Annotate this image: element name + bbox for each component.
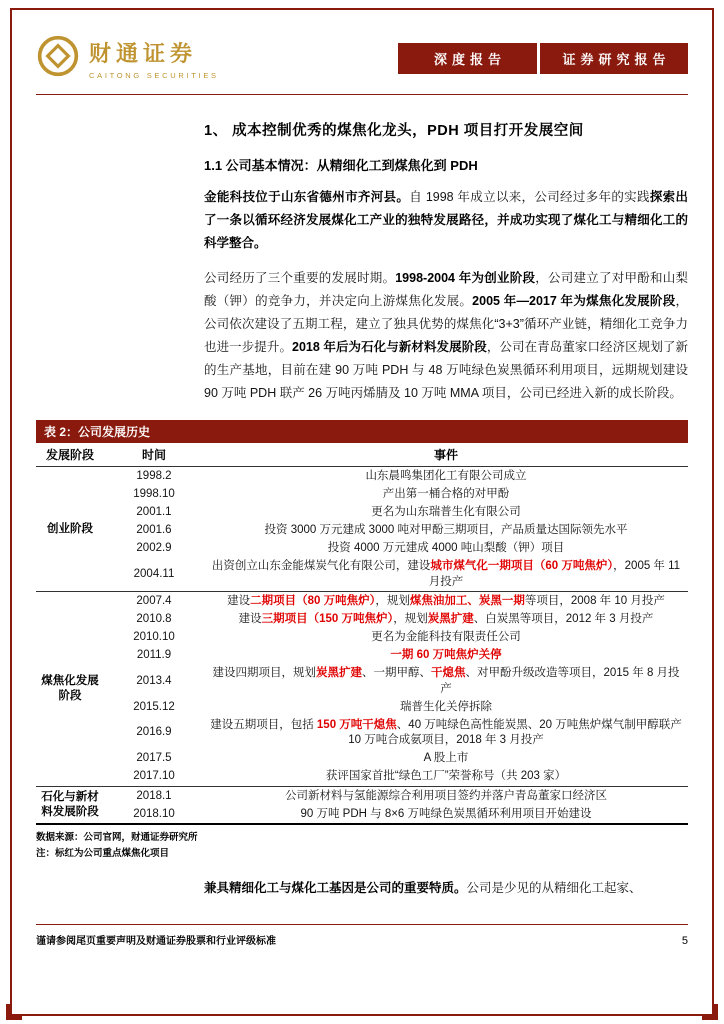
text-segment: 更名为金能科技有限责任公司 xyxy=(371,631,521,644)
event-cell xyxy=(204,698,688,716)
text-segment: ，公司依次建设了五期工程，建立了独具优势的煤焦化“3+3”循环产业链，精细化工竞争力也进一步提升。 xyxy=(204,294,688,354)
event-cell xyxy=(204,610,688,628)
paragraph-company-intro xyxy=(204,186,688,255)
event-cell xyxy=(204,485,688,503)
text-segment: 二期项目（80 万吨焦炉） xyxy=(250,594,376,607)
col-header-event: 事件 xyxy=(204,443,688,467)
table-row xyxy=(36,665,688,698)
badge-depth-report: 深度报告 xyxy=(398,43,537,74)
text-segment: 公司是少见的从精细化工起家、 xyxy=(466,881,642,896)
report-body xyxy=(36,119,688,900)
time-cell: 2013.4 xyxy=(136,674,172,687)
col-header-stage: 发展阶段 xyxy=(36,443,104,467)
table-row xyxy=(36,647,688,665)
text-segment: ，公司建立了对甲酚和山梨酸（钾）的竞争力，并决定向上游煤焦化发展。 xyxy=(204,271,688,308)
time-cell: 2017.10 xyxy=(133,770,175,783)
data-source-note: 数据来源：公司官网，财通证券研究所 xyxy=(36,832,198,844)
event-cell xyxy=(204,503,688,521)
time-cell: 2018.1 xyxy=(104,787,204,806)
table-row xyxy=(36,558,688,592)
table-row xyxy=(36,629,688,647)
page-footer xyxy=(36,924,688,947)
table-row xyxy=(36,540,688,558)
stage-cell: 煤焦化发展阶段 xyxy=(36,592,104,787)
text-segment: 炭黑扩建 xyxy=(427,612,474,625)
text-segment: 兼具精细化工与煤化工基因是公司的重要特质。 xyxy=(204,881,467,896)
text-segment: 煤焦油加工、炭黑一期 xyxy=(409,594,525,607)
table-row xyxy=(36,467,688,486)
event-cell xyxy=(204,665,688,698)
frame-corner-bottom-left xyxy=(6,1004,22,1020)
text-segment: A 股上市 xyxy=(423,752,469,765)
frame-corner-bottom-right xyxy=(702,1004,718,1020)
company-history-table xyxy=(36,420,688,859)
table-row xyxy=(36,805,688,824)
text-segment: 90 万吨 PDH 与 8×6 万吨绿色炭黑循环利用项目开始建设 xyxy=(300,807,592,820)
table-row xyxy=(36,485,688,503)
text-segment: 三期项目（150 万吨焦炉） xyxy=(261,612,394,625)
text-segment: 投资 3000 万元建成 3000 吨对甲酚三期项目，产品质量达国际领先水平 xyxy=(264,524,628,537)
report-type-badges xyxy=(398,43,688,74)
text-segment: 投资 4000 万元建成 4000 吨山梨酸（钾）项目 xyxy=(327,542,565,555)
section-title: 1、 成本控制优秀的煤焦化龙头，PDH 项目打开发展空间 xyxy=(204,123,584,139)
text-segment: 自 1998 年成立以来，公司经过多年的实践 xyxy=(409,190,650,204)
col-header-time: 时间 xyxy=(104,443,204,467)
text-segment: 建设 xyxy=(227,594,251,607)
text-segment: 、白炭黑等项目，2012 年 3 月投产 xyxy=(473,612,654,625)
report-header xyxy=(36,34,688,95)
text-segment: 公司新材料与氢能源综合利用项目签约并落户青岛董家口经济区 xyxy=(285,789,607,802)
event-cell xyxy=(204,805,688,824)
time-cell: 2001.1 xyxy=(136,505,172,518)
text-segment: ，规划 xyxy=(375,594,410,607)
event-cell xyxy=(204,629,688,647)
brand-text xyxy=(89,37,219,80)
text-segment: 金能科技位于山东省德州市齐河县。 xyxy=(204,190,410,204)
time-cell: 2002.9 xyxy=(136,542,172,555)
table-row xyxy=(36,610,688,628)
stage-cell: 石化与新材料发展阶段 xyxy=(36,787,104,825)
stage-cell: 创业阶段 xyxy=(36,467,104,592)
table-row xyxy=(36,787,688,806)
event-cell xyxy=(204,750,688,768)
time-cell: 1998.10 xyxy=(133,487,175,500)
text-segment: 150 万吨干熄焦 xyxy=(316,718,397,731)
event-cell xyxy=(204,768,688,787)
text-segment: ，规划 xyxy=(393,612,428,625)
text-segment: 、一期甲醇、 xyxy=(361,667,431,680)
brand-name-cn: 财通证券 xyxy=(89,41,198,66)
event-cell xyxy=(204,467,688,486)
footer-disclaimer: 谨请参阅尾页重要声明及财通证券股票和行业评级标准 xyxy=(36,936,276,947)
time-cell: 2011.9 xyxy=(136,649,172,662)
table-footnote: 注：标红为公司重点煤焦化项目 xyxy=(36,848,170,860)
time-cell: 2010.10 xyxy=(133,631,175,644)
event-cell xyxy=(204,647,688,665)
text-segment: 获评国家首批“绿色工厂”荣誉称号（共 203 家） xyxy=(325,770,567,783)
table-row xyxy=(36,503,688,521)
paragraph-development-periods xyxy=(204,267,688,405)
paragraph-closing xyxy=(204,877,688,900)
event-cell xyxy=(204,558,688,592)
time-cell: 1998.2 xyxy=(104,467,204,486)
text-segment: 产出第一桶合格的对甲酚 xyxy=(382,487,510,500)
caitong-coin-logo-icon xyxy=(36,34,80,83)
table-row xyxy=(36,716,688,749)
text-segment: 一期 60 万吨焦炉关停 xyxy=(390,649,502,662)
time-cell: 2010.8 xyxy=(136,612,172,625)
text-segment: 1998-2004 年为创业阶段 xyxy=(395,271,536,285)
brand-name-en: CAITONG SECURITIES xyxy=(89,71,219,80)
event-cell xyxy=(204,522,688,540)
text-segment: 干熄焦 xyxy=(430,667,466,680)
text-segment: 、40 万吨绿色高性能炭黑、20 万吨焦炉煤气制甲醇联产 10 万吨合成氨项目，2018 年 3 月投产 xyxy=(348,718,682,747)
text-segment: 炭黑扩建 xyxy=(315,667,362,680)
text-segment: 探索出了一条以循环经济发展煤化工产业的独特发展路径，并成功实现了煤化工与精细化工的科学整合。 xyxy=(204,190,688,250)
text-segment: 2018 年后为石化与新材料发展阶段 xyxy=(292,340,487,354)
time-cell: 2018.10 xyxy=(133,807,175,820)
table-row xyxy=(36,592,688,611)
badge-research-report: 证券研究报告 xyxy=(540,43,688,74)
table-row xyxy=(36,522,688,540)
subsection-title: 1.1 公司基本情况：从精细化工到煤焦化到 PDH xyxy=(204,158,478,173)
time-cell: 2004.11 xyxy=(133,567,175,580)
text-segment: 等项目，2008 年 10 月投产 xyxy=(524,594,665,607)
text-segment: 建设四期项目，规划 xyxy=(212,667,316,680)
text-segment: ，2005 年 11 月投产 xyxy=(428,560,681,588)
time-cell: 2015.12 xyxy=(133,700,175,713)
table-row xyxy=(36,750,688,768)
history-table xyxy=(36,443,688,825)
table-row xyxy=(36,698,688,716)
text-segment: 瑞普生化关停拆除 xyxy=(400,700,492,713)
text-segment: 更名为山东瑞普生化有限公司 xyxy=(371,505,521,518)
table-row xyxy=(36,768,688,787)
brand-logo xyxy=(36,34,219,83)
time-cell: 2017.5 xyxy=(136,752,172,765)
event-cell xyxy=(204,540,688,558)
text-segment: 城市煤气化一期项目（60 万吨焦炉） xyxy=(430,560,614,573)
text-segment: 山东晨鸣集团化工有限公司成立 xyxy=(365,469,527,482)
table-caption: 表 2：公司发展历史 xyxy=(36,420,688,443)
event-cell xyxy=(204,592,688,611)
event-cell xyxy=(204,787,688,806)
time-cell: 2016.9 xyxy=(136,726,172,739)
text-segment: 建设 xyxy=(238,612,262,625)
text-segment: 、对甲酚升级改造等项目，2015 年 8 月投产 xyxy=(440,667,680,695)
time-cell: 2001.6 xyxy=(136,524,172,537)
text-segment: 2005 年—2017 年为煤焦化发展阶段 xyxy=(472,294,676,308)
table-header-row xyxy=(36,443,688,467)
event-cell xyxy=(204,716,688,749)
time-cell: 2007.4 xyxy=(104,592,204,611)
text-segment: 出资创立山东金能煤炭气化有限公司，建设 xyxy=(211,560,431,573)
page-number: 5 xyxy=(681,935,688,947)
history-table-body xyxy=(36,467,688,825)
text-segment: 公司经历了三个重要的发展时期。 xyxy=(204,271,396,285)
text-segment: ，公司在青岛董家口经济区规划了新的生产基地，目前在建 90 万吨 PDH 与 48 万吨绿色炭黑循环利用项目，远期规划建设 90 万吨 PDH 联产 26 万吨丙烯腈及 10 万吨 MMA 项目，公司已经进入新的成长阶段。 xyxy=(204,340,688,400)
text-segment: 建设五期项目，包括 xyxy=(210,718,317,731)
